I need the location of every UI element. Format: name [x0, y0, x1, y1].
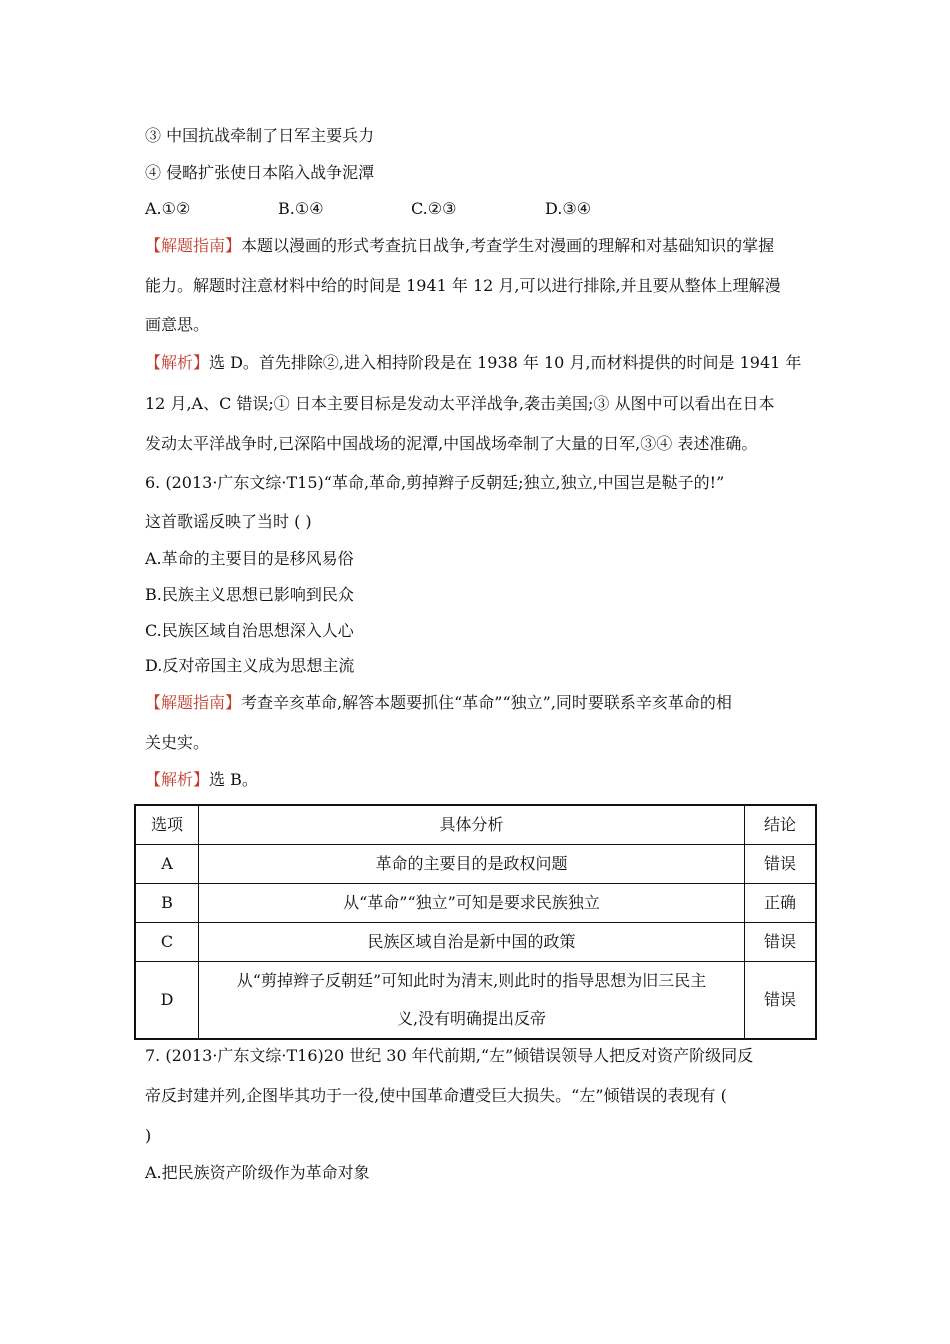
header-analysis: 具体分析 — [199, 805, 745, 844]
q5-analysis-line-3: 发动太平洋战争时,已深陷中国战场的泥潭,中国战场牵制了大量的日军,③④ 表述准确。 — [145, 434, 758, 453]
q6-option-a: A.革命的主要目的是移风易俗 — [145, 549, 354, 568]
analysis-tag: 【解析】 — [145, 770, 210, 789]
cell-analysis-line-2: 义,没有明确提出反帝 — [396, 1008, 547, 1028]
q7-option-a: A.把民族资产阶级作为革命对象 — [145, 1163, 370, 1182]
table-row — [135, 883, 816, 922]
q5-analysis-line-1 — [145, 353, 801, 373]
q7-stem-line-1: 7. (2013·广东文综·T16)20 世纪 30 年代前期,“左”倾错误领导人把反对资产阶级同反 — [145, 1046, 754, 1065]
cell-analysis-line-1: 从“剪掉辫子反朝廷”可知此时为清末,则此时的指导思想为旧三民主 — [236, 970, 707, 990]
q5-choices — [145, 199, 591, 219]
cell-analysis: 革命的主要目的是政权问题 — [199, 844, 745, 883]
header-conclusion: 结论 — [745, 805, 817, 844]
q5-analysis-line-2: 12 月,A、C 错误;① 日本主要目标是发动太平洋战争,袭击美国;③ 从图中可以看出在日本 — [145, 394, 775, 413]
cell-option: A — [135, 844, 199, 883]
q6-option-d: D.反对帝国主义成为思想主流 — [145, 656, 355, 675]
cell-conclusion: 正确 — [745, 883, 817, 922]
analysis-table — [134, 804, 817, 1040]
q5-choice-a: A.①② — [145, 199, 191, 218]
q7-stem-line-2: 帝反封建并列,企图毕其功于一役,使中国革命遭受巨大损失。“左”倾错误的表现有 ( — [145, 1086, 727, 1105]
guide-text: 考查辛亥革命,解答本题要抓住“革命”“独立”,同时要联系辛亥革命的相 — [241, 693, 732, 712]
cell-option: C — [135, 922, 199, 961]
table-row — [135, 922, 816, 961]
cell-conclusion: 错误 — [745, 922, 817, 961]
q5-option-3: ③ 中国抗战牵制了日军主要兵力 — [145, 126, 375, 145]
q5-guide-line-1 — [145, 236, 774, 256]
analysis-text: 选 D。首先排除②,进入相持阶段是在 1938 年 10 月,而材料提供的时间是 1941 年 — [209, 353, 802, 372]
cell-option: D — [135, 961, 199, 1039]
analysis-text: 选 B。 — [209, 770, 258, 789]
q6-stem-line-1: 6. (2013·广东文综·T15)“革命,革命,剪掉辫子反朝廷;独立,独立,中国岂是鞑子的!” — [145, 473, 725, 492]
cell-conclusion: 错误 — [745, 961, 817, 1039]
header-option: 选项 — [135, 805, 199, 844]
cell-analysis: 民族区域自治是新中国的政策 — [199, 922, 745, 961]
q5-choice-c: C.②③ — [411, 199, 457, 218]
guide-tag: 【解题指南】 — [145, 693, 242, 712]
q5-choice-d: D.③④ — [545, 199, 592, 218]
q5-guide-line-3: 画意思。 — [145, 315, 210, 334]
q6-stem-line-2: 这首歌谣反映了当时 ( ) — [145, 512, 312, 531]
q5-option-4: ④ 侵略扩张使日本陷入战争泥潭 — [145, 163, 375, 182]
table-row — [135, 844, 816, 883]
q5-choice-b: B.①④ — [278, 199, 324, 218]
guide-tag: 【解题指南】 — [145, 236, 242, 255]
cell-analysis — [199, 961, 745, 1039]
q6-analysis — [145, 770, 258, 790]
cell-option: B — [135, 883, 199, 922]
table-row — [135, 961, 816, 1039]
guide-text: 本题以漫画的形式考查抗日战争,考查学生对漫画的理解和对基础知识的掌握 — [241, 236, 775, 255]
q6-option-b: B.民族主义思想已影响到民众 — [145, 585, 354, 604]
cell-analysis: 从“革命”“独立”可知是要求民族独立 — [199, 883, 745, 922]
analysis-tag: 【解析】 — [145, 353, 210, 372]
q7-stem-line-3: ) — [145, 1126, 152, 1145]
q6-guide-line-2: 关史实。 — [145, 733, 210, 752]
cell-conclusion: 错误 — [745, 844, 817, 883]
q6-option-c: C.民族区域自治思想深入人心 — [145, 621, 354, 640]
q6-guide-line-1 — [145, 693, 732, 713]
table-header-row — [135, 805, 816, 844]
q5-guide-line-2: 能力。解题时注意材料中给的时间是 1941 年 12 月,可以进行排除,并且要从整体上理解漫 — [145, 276, 781, 295]
